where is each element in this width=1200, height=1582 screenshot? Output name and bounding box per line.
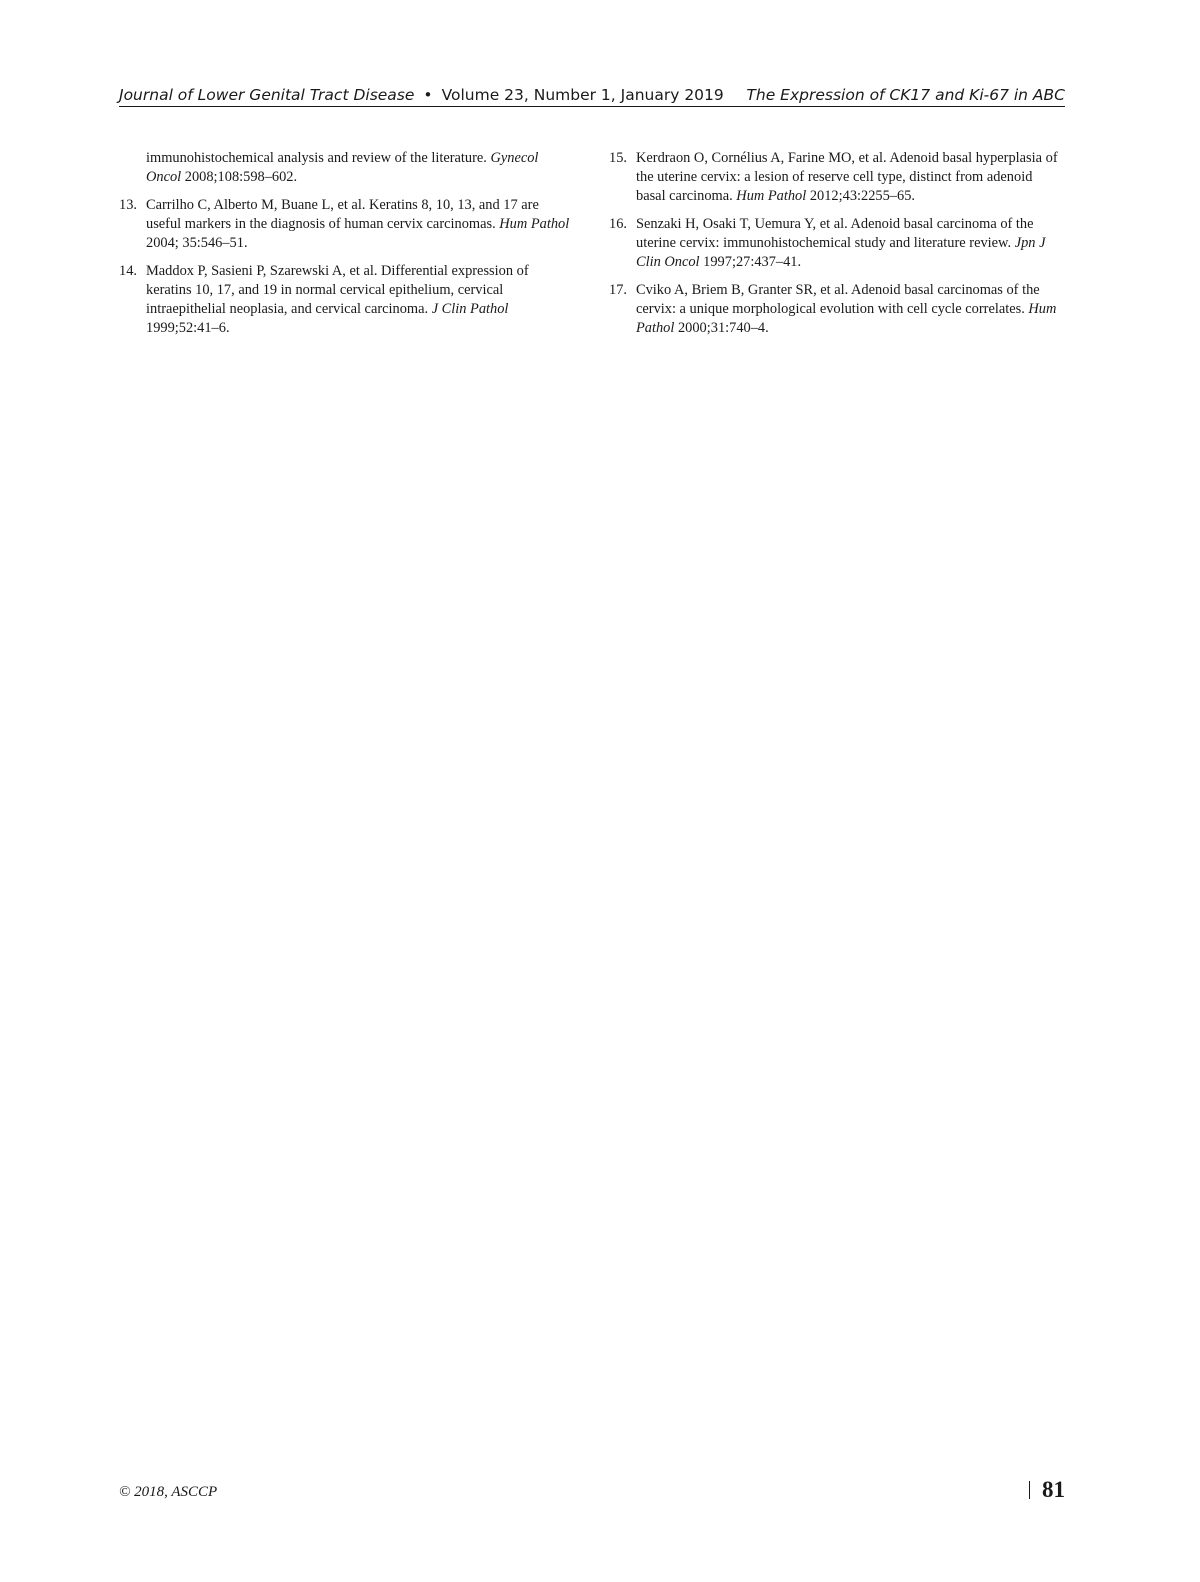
reference-text <box>146 263 529 336</box>
reference-item <box>609 281 1065 338</box>
reference-number: 15. <box>609 150 627 166</box>
reference-body: Senzaki H, Osaki T, Uemura Y, et al. Adenoid basal carcinoma of the uterine cervix: immunohistochemical study and literature review. <box>636 216 1034 251</box>
reference-citation: 1997;27:437–41. <box>699 254 802 270</box>
reference-source: Hum Pathol <box>636 301 1057 336</box>
reference-text <box>146 197 569 251</box>
reference-number: 13. <box>119 197 137 213</box>
reference-text <box>146 150 538 185</box>
reference-source: Hum Pathol <box>736 188 807 204</box>
reference-body: immunohistochemical analysis and review of the literature. <box>146 150 491 166</box>
reference-text <box>636 282 1056 336</box>
reference-number: 14. <box>119 263 137 279</box>
reference-number: 17. <box>609 282 627 298</box>
reference-text <box>636 216 1045 270</box>
article-short-title: The Expression of CK17 and Ki-67 in ABC <box>746 86 1065 104</box>
references-left-column <box>119 149 575 347</box>
reference-item <box>609 149 1065 206</box>
reference-body: Carrilho C, Alberto M, Buane L, et al. Keratins 8, 10, 13, and 17 are useful markers in the diagnosis of human cervix carcinomas. <box>146 197 539 232</box>
reference-text <box>636 150 1058 204</box>
reference-source: Gynecol Oncol <box>146 150 539 185</box>
reference-item <box>609 215 1065 272</box>
reference-citation: 2012;43:2255–65. <box>806 188 915 204</box>
reference-item <box>119 196 575 253</box>
reference-body: Cviko A, Briem B, Granter SR, et al. Adenoid basal carcinomas of the cervix: a unique morphological evolution with cell cycle correlates. <box>636 282 1040 317</box>
journal-name: Journal of Lower Genital Tract Disease <box>119 86 415 104</box>
copyright-notice: © 2018, ASCCP <box>119 1484 218 1500</box>
page-number-block <box>1029 1476 1065 1504</box>
reference-source: J Clin Pathol <box>431 301 509 317</box>
header-rule <box>119 106 1065 107</box>
reference-citation: 2008;108:598–602. <box>181 169 298 185</box>
page-number-divider <box>1029 1481 1030 1499</box>
running-head-left <box>119 84 724 106</box>
issue-info: Volume 23, Number 1, January 2019 <box>441 86 724 104</box>
running-head <box>119 84 1065 106</box>
reference-citation: 1999;52:41–6. <box>146 320 230 336</box>
bullet-separator: • <box>423 86 433 104</box>
reference-source: Hum Pathol <box>499 216 570 232</box>
reference-body: Maddox P, Sasieni P, Szarewski A, et al. Differential expression of keratins 10, 17, and 19 in normal cervical epithelium, cervical intraepithelial neoplasia, and cervical carcinoma. <box>146 263 529 317</box>
reference-citation: 2000;31:740–4. <box>674 320 769 336</box>
reference-source: Jpn J Clin Oncol <box>636 235 1046 270</box>
reference-citation: 2004; 35:546–51. <box>146 235 248 251</box>
reference-item <box>119 262 575 338</box>
reference-number: 16. <box>609 216 627 232</box>
reference-item <box>119 149 575 187</box>
references-right-column <box>609 149 1065 347</box>
page-number: 81 <box>1042 1477 1065 1502</box>
reference-body: Kerdraon O, Cornélius A, Farine MO, et al. Adenoid basal hyperplasia of the uterine cervix: a lesion of reserve cell type, distinct from adenoid basal carcinoma. <box>636 150 1058 204</box>
